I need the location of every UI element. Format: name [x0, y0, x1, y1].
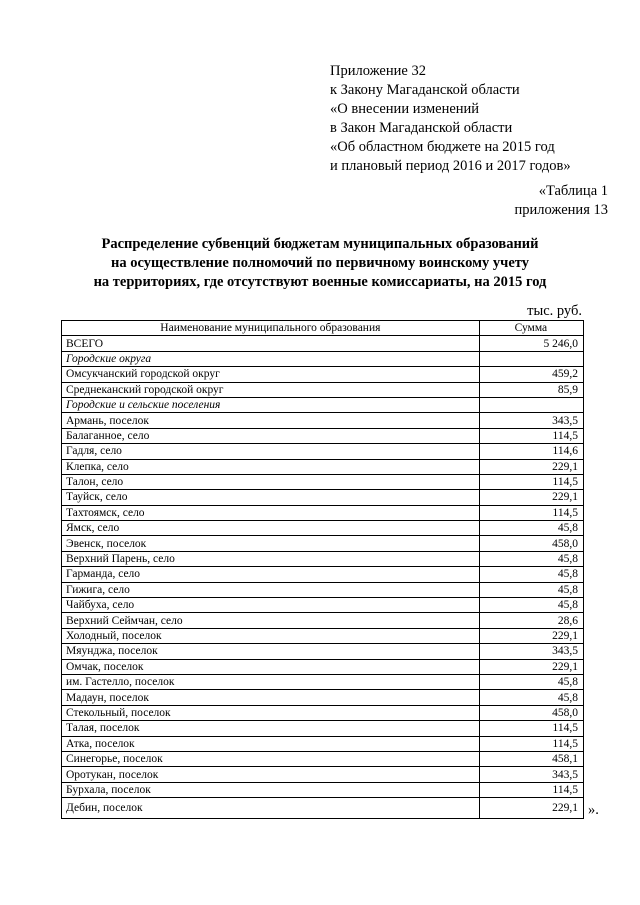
table-row	[62, 598, 584, 613]
row-name: Гижига, село	[62, 582, 480, 597]
row-name: Балаганное, село	[62, 428, 480, 443]
row-name: Клепка, село	[62, 459, 480, 474]
group-title: Городские и сельские поселения	[62, 397, 480, 412]
table-row	[62, 428, 584, 443]
table-header-row	[62, 321, 584, 336]
table-row	[62, 551, 584, 566]
table-row	[62, 628, 584, 643]
appendix-line: и плановый период 2016 и 2017 годов»	[330, 158, 571, 174]
group-sum-empty	[479, 351, 583, 366]
header-sum: Сумма	[479, 321, 583, 336]
table-row	[62, 751, 584, 766]
row-sum: 229,1	[479, 490, 583, 505]
group-header-row	[62, 351, 584, 366]
row-name: Атка, поселок	[62, 736, 480, 751]
row-name: Мяунджа, поселок	[62, 644, 480, 659]
row-sum: 458,1	[479, 751, 583, 766]
group-sum-empty	[479, 397, 583, 412]
row-name: Оротукан, поселок	[62, 767, 480, 782]
row-name: Тахтоямск, село	[62, 505, 480, 520]
row-sum: 114,5	[479, 782, 583, 797]
table-row	[62, 721, 584, 736]
row-sum: 45,8	[479, 551, 583, 566]
table-row	[62, 659, 584, 674]
closing-quote: ».	[588, 802, 599, 818]
table-row	[62, 767, 584, 782]
row-name: Эвенск, поселок	[62, 536, 480, 551]
row-name: Холодный, поселок	[62, 628, 480, 643]
table-row	[62, 505, 584, 520]
total-sum: 5 246,0	[479, 336, 583, 351]
appendix-line: «О внесении изменений	[330, 101, 480, 117]
row-name: Армань, поселок	[62, 413, 480, 428]
row-name: Верхний Парень, село	[62, 551, 480, 566]
row-sum: 229,1	[479, 459, 583, 474]
row-sum: 28,6	[479, 613, 583, 628]
row-name: Чайбуха, село	[62, 598, 480, 613]
table-row	[62, 705, 584, 720]
table-row	[62, 413, 584, 428]
subventions-table	[61, 320, 584, 819]
row-sum: 114,5	[479, 428, 583, 443]
table-row	[62, 490, 584, 505]
row-name: Омчак, поселок	[62, 659, 480, 674]
group-title: Городские округа	[62, 351, 480, 366]
table-row	[62, 798, 584, 819]
title-line: на территориях, где отсутствуют военные комиссариаты, на 2015 год	[93, 274, 547, 290]
row-sum: 45,8	[479, 598, 583, 613]
total-row	[62, 336, 584, 351]
row-sum: 85,9	[479, 382, 583, 397]
row-sum: 45,8	[479, 582, 583, 597]
table-row	[62, 736, 584, 751]
row-sum: 114,6	[479, 444, 583, 459]
appendix-line: в Закон Магаданской области	[330, 120, 513, 136]
row-sum: 114,5	[479, 721, 583, 736]
appendix-line: к Закону Магаданской области	[330, 82, 520, 98]
table-row	[62, 582, 584, 597]
row-sum: 114,5	[479, 474, 583, 489]
row-sum: 114,5	[479, 505, 583, 520]
row-sum: 458,0	[479, 705, 583, 720]
document-title	[0, 235, 640, 292]
row-sum: 45,8	[479, 690, 583, 705]
table-ref-line1: «Таблица 1	[538, 183, 608, 199]
row-sum: 458,0	[479, 536, 583, 551]
row-name: Мадаун, поселок	[62, 690, 480, 705]
row-sum: 45,8	[479, 674, 583, 689]
row-name: Среднеканский городской округ	[62, 382, 480, 397]
row-name: Дебин, поселок	[62, 798, 480, 819]
table-row	[62, 567, 584, 582]
table-row	[62, 782, 584, 797]
table-row	[62, 382, 584, 397]
table-row	[62, 536, 584, 551]
row-name: Талон, село	[62, 474, 480, 489]
appendix-line: Приложение 32	[330, 63, 426, 79]
row-sum: 459,2	[479, 367, 583, 382]
row-name: Синегорье, поселок	[62, 751, 480, 766]
row-sum: 343,5	[479, 644, 583, 659]
table-row	[62, 613, 584, 628]
row-name: Тауйск, село	[62, 490, 480, 505]
table-row	[62, 521, 584, 536]
row-sum: 229,1	[479, 659, 583, 674]
header-name: Наименование муниципального образования	[62, 321, 480, 336]
table-ref-line2: приложения 13	[514, 202, 608, 218]
table-row	[62, 690, 584, 705]
row-sum: 343,5	[479, 767, 583, 782]
table-reference	[515, 182, 608, 220]
row-name: Омсукчанский городской округ	[62, 367, 480, 382]
row-name: Бурхала, поселок	[62, 782, 480, 797]
appendix-line: «Об областном бюджете на 2015 год	[330, 139, 555, 155]
row-name: Верхний Сеймчан, село	[62, 613, 480, 628]
row-sum: 343,5	[479, 413, 583, 428]
table-row	[62, 459, 584, 474]
row-name: Стекольный, поселок	[62, 705, 480, 720]
table-row	[62, 644, 584, 659]
row-name: Ямск, село	[62, 521, 480, 536]
title-line: Распределение субвенций бюджетам муниципальных образований	[101, 236, 539, 252]
table-row	[62, 674, 584, 689]
row-sum: 45,8	[479, 521, 583, 536]
row-name: Талая, поселок	[62, 721, 480, 736]
row-sum: 229,1	[479, 628, 583, 643]
table-row	[62, 474, 584, 489]
table-row	[62, 444, 584, 459]
units-label: тыс. руб.	[527, 303, 582, 319]
table-row	[62, 367, 584, 382]
row-sum: 45,8	[479, 567, 583, 582]
title-line: на осуществление полномочий по первичному воинскому учету	[111, 255, 529, 271]
row-name: Гарманда, село	[62, 567, 480, 582]
appendix-header	[330, 62, 571, 176]
total-label: ВСЕГО	[62, 336, 480, 351]
row-sum: 114,5	[479, 736, 583, 751]
row-sum: 229,1	[479, 798, 583, 819]
group-header-row	[62, 397, 584, 412]
row-name: им. Гастелло, поселок	[62, 674, 480, 689]
row-name: Гадля, село	[62, 444, 480, 459]
